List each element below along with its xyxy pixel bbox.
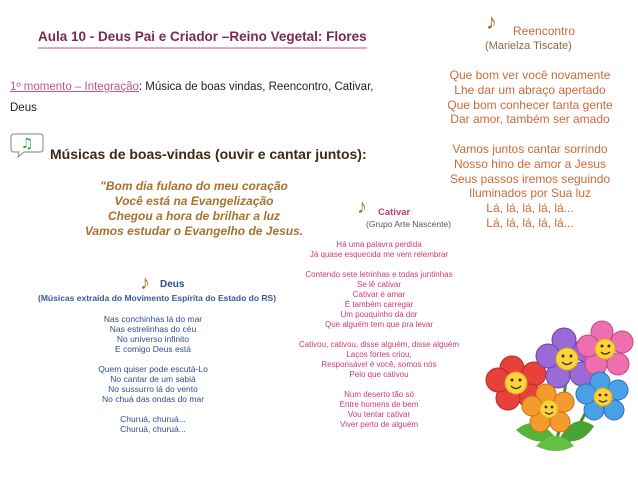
- reencontro-title: Reencontro: [513, 24, 576, 38]
- music-note-icon: ♪: [357, 196, 367, 218]
- smiling-flowers-illustration: [476, 318, 638, 460]
- lyric-line: Lá, lá, lá, lá, lá...: [486, 215, 574, 230]
- lyric-line: Churuá, churuá...: [120, 424, 186, 434]
- lyric-line: Churuá, churuá...: [120, 414, 186, 424]
- lyric-line: Você está na Evangelização: [114, 194, 274, 208]
- music-note-icon: ♪: [486, 9, 497, 34]
- deus-title: Deus: [160, 279, 185, 290]
- lyric-line: [283, 260, 475, 270]
- deus-lyrics: [58, 314, 248, 434]
- music-note-icon: ♪: [140, 272, 150, 294]
- lyric-line: "Bom dia fulano do meu coração: [100, 179, 288, 193]
- lyric-line: Lhe dar um abraço apertado: [454, 82, 606, 97]
- lyric-line: [58, 404, 248, 414]
- reencontro-lyrics: [425, 68, 635, 231]
- lyric-line: Lá, lá, lá, lá, lá...: [486, 201, 574, 216]
- lyric-line: Chegou a hora de brilhar a luz: [107, 209, 281, 223]
- moment-text: : Música de boas vindas, Reencontro, Cativar, Deus: [10, 81, 374, 114]
- lyric-line: Cativar é amar: [352, 290, 406, 299]
- lyric-line: Viver perto de alguém: [339, 420, 419, 429]
- lyric-line: Vamos estudar o Evangelho de Jesus.: [84, 224, 304, 238]
- lyric-line: Iluminados por Sua luz: [468, 186, 592, 201]
- lyric-line: Laços fortes criou,: [346, 350, 412, 359]
- lyric-line: Já quase esquecida me vem relembrar: [309, 250, 449, 259]
- svg-text:♫: ♫: [20, 136, 34, 152]
- lyric-line: Responsável é você, somos nós: [321, 360, 437, 369]
- boas-vindas-heading: Músicas de boas-vindas (ouvir e cantar juntos):: [50, 146, 367, 162]
- cativar-subtitle: (Grupo Arte Nascente): [366, 219, 452, 229]
- boas-vindas-lyrics: [44, 179, 344, 239]
- reencontro-author: (Marielza Tiscate): [485, 40, 572, 52]
- lyric-line: Há uma palavra perdida: [336, 240, 422, 249]
- lyric-line: [283, 330, 475, 340]
- flower-pink: [577, 321, 633, 375]
- lyric-line: Num deserto tão só: [344, 390, 414, 399]
- cativar-title: Cativar: [378, 207, 411, 218]
- lyric-line: [283, 380, 475, 390]
- lyric-line: Seus passos iremos seguindo: [449, 171, 611, 186]
- lyric-line: Nosso hino de amor a Jesus: [453, 156, 607, 171]
- lyric-line: Que bom ver você novamente: [449, 68, 611, 82]
- lyric-line: Que alguém tem que pra levar: [324, 320, 434, 329]
- lyric-line: Um pouquinho da dor: [340, 310, 418, 319]
- lyric-line: [58, 354, 248, 364]
- lyric-line: No sussurro lá do vento: [108, 384, 198, 394]
- lyric-line: Vou tentar cativar: [347, 410, 411, 419]
- lyric-line: Vamos juntos cantar sorrindo: [452, 141, 608, 156]
- lyric-line: Nas estrelinhas do céu: [109, 324, 197, 334]
- page-title: Aula 10 - Deus Pai e Criador –Reino Vegetal: Flores: [38, 29, 367, 49]
- lyric-line: [425, 127, 635, 142]
- lyric-line: No chuá das ondas do mar: [101, 394, 205, 404]
- lyric-line: Contendo sete letrinhas e todas juntinhas: [305, 270, 453, 279]
- moment-label: 1º momento – Integração: [10, 81, 139, 93]
- lyric-line: Que bom conhecer tanta gente: [447, 97, 613, 112]
- lyric-line: Se lê cativar: [356, 280, 402, 289]
- lyric-line: Pelo que cativou: [349, 370, 409, 379]
- lyric-line: É também carregar: [344, 300, 414, 309]
- deus-subtitle: (Músicas extraída do Movimento Espírita do Estado do RS): [38, 293, 277, 303]
- moment-intro: [10, 77, 390, 119]
- lyric-line: No cantar de um sabiá: [110, 374, 196, 384]
- lyric-line: No universo infinito: [116, 334, 190, 344]
- music-speech-bubble-icon: [10, 132, 44, 158]
- lyric-line: Nas conchinhas lá do mar: [103, 314, 203, 324]
- cativar-lyrics: [283, 240, 475, 430]
- lyric-line: E comigo Deus está: [114, 344, 192, 354]
- lyric-line: Entre homens de bem: [339, 400, 419, 409]
- lyric-line: Cativou, cativou, disse alguém, disse alguém: [298, 340, 460, 349]
- lyric-line: Quem quiser pode escutá-Lo: [98, 364, 208, 374]
- lyric-line: Dar amor, também ser amado: [450, 112, 610, 127]
